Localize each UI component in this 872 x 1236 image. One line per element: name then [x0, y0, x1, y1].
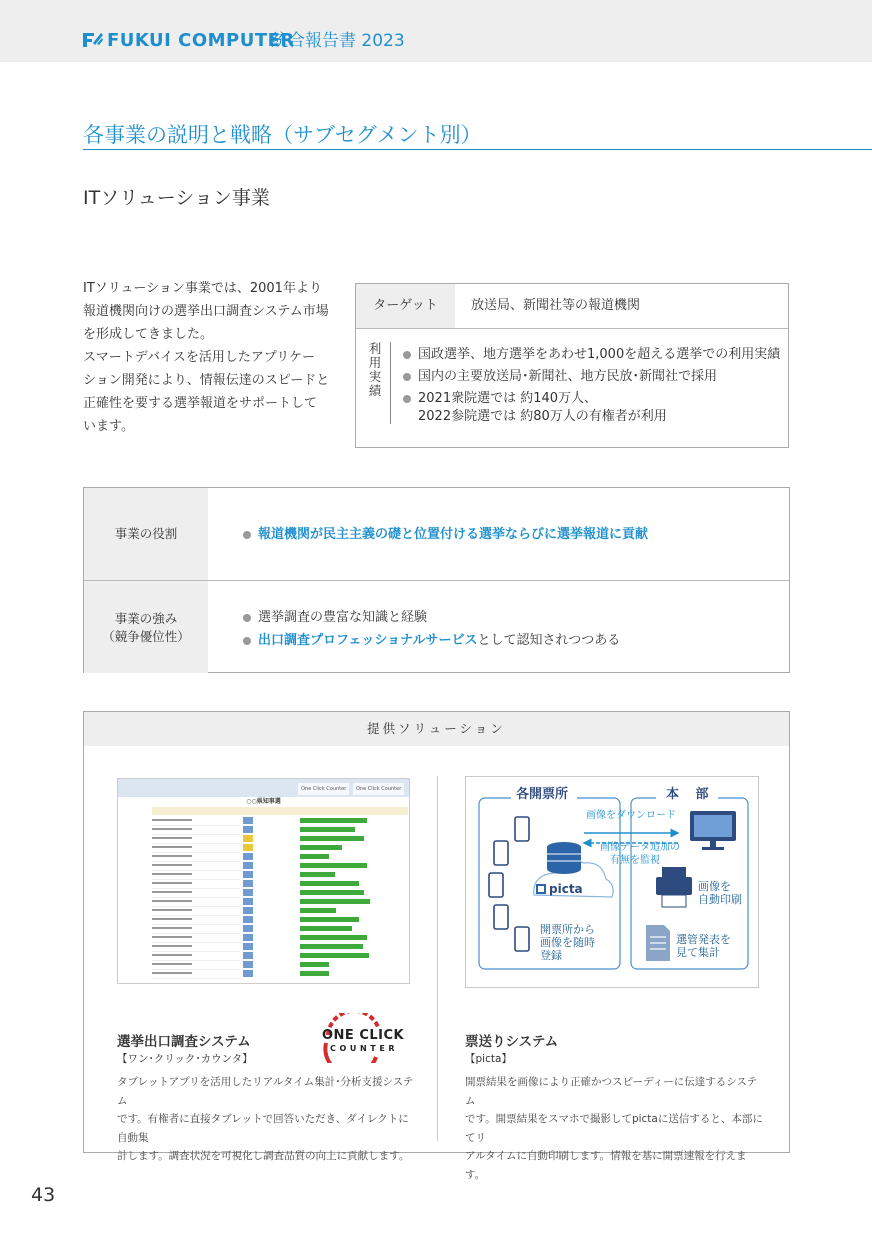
picta-title: 票送りシステム: [465, 1034, 559, 1050]
solutions-divider: [437, 776, 438, 1141]
role-box: [83, 487, 790, 673]
screenshot-row: [152, 915, 408, 924]
screenshot-row: [152, 852, 408, 861]
row-status-cell: [243, 880, 253, 887]
row-bar: [300, 836, 364, 841]
browser-tab: One Click Counter: [353, 783, 404, 795]
row-status-cell: [243, 844, 253, 851]
occ-title: 選挙出口調査システム: [117, 1034, 251, 1050]
occ-description: タブレットアプリを活用したリアルタイム集計･分析支援システム です。有権者に直接タブレットで回答いただき、ダイレクトに自動集 計します。調査状況を可視化し調査品質の向上に貢献します。: [117, 1076, 414, 1162]
download-label: 画像をダウンロード: [586, 810, 676, 821]
screenshot-row: [152, 861, 408, 870]
target-value: 放送局、新聞社等の報道機関: [471, 298, 641, 313]
row-bar: [300, 926, 352, 931]
results-item-continuation: 2022参院選では 約80万人の有権者が利用: [418, 409, 667, 424]
intro-line: ITソリューション事業では、2001年より: [83, 281, 322, 296]
screenshot-row: [152, 924, 408, 933]
brand-name: FUKUI COMPUTER: [107, 30, 295, 51]
row-bar: [300, 872, 335, 877]
row-bar: [300, 827, 355, 832]
row-bar: [300, 881, 359, 886]
role-item: 報道機関が民主主義の礎と位置付ける選挙ならびに選挙報道に貢献: [240, 525, 648, 545]
target-label: ターゲット: [356, 284, 455, 328]
row-bar: [300, 944, 363, 949]
occ-subtitle: 【ワン･クリック･カウンタ】: [117, 1053, 253, 1065]
bullet-icon: [403, 351, 411, 359]
results-label: 利用実績: [368, 341, 382, 398]
row-status-cell: [243, 871, 253, 878]
section-rule: [83, 149, 872, 150]
browser-bar: [118, 779, 409, 797]
row-status-cell: [243, 835, 253, 842]
strength-label: 事業の強み （競争優位性）: [84, 581, 208, 673]
picta-diagram: [465, 776, 759, 988]
row-bar: [300, 863, 367, 868]
screenshot-row: [152, 843, 408, 852]
row-status-cell: [243, 889, 253, 896]
printer-note: 画像を 自動印刷: [698, 880, 742, 906]
row-status-cell: [243, 943, 253, 950]
one-click-counter-logo: ONE CLICK COUNTER: [320, 1013, 408, 1063]
occ-screenshot: [117, 778, 410, 984]
row-bar: [300, 908, 336, 913]
screenshot-row: [152, 816, 408, 825]
row-status-cell: [243, 952, 253, 959]
row-bar: [300, 845, 342, 850]
row-status-cell: [243, 970, 253, 977]
screenshot-title: ○○県知事選: [246, 798, 281, 805]
intro-line: います。: [83, 419, 134, 434]
bullet-icon: [243, 637, 251, 645]
screenshot-row: [152, 942, 408, 951]
row-status-cell: [243, 853, 253, 860]
strength-item: 選挙調査の豊富な知識と経験: [240, 608, 427, 628]
screenshot-row: [152, 834, 408, 843]
results-item: 国内の主要放送局･新聞社、地方民放･新聞社で採用: [400, 367, 780, 387]
role-label: 事業の役割: [84, 488, 208, 580]
row-status-cell: [243, 826, 253, 833]
table-header: [152, 807, 408, 815]
results-item: 国政選挙、地方選挙をあわせ1,000を超える選挙での利用実績: [400, 345, 780, 365]
row-name-cell: [152, 969, 240, 979]
row-status-cell: [243, 898, 253, 905]
screenshot-row: [152, 906, 408, 915]
row-bar: [300, 818, 367, 823]
picta-mark-icon: [536, 884, 546, 894]
screenshot-row: [152, 897, 408, 906]
station-note: 開票所から 画像を随時 登録: [540, 923, 595, 962]
target-row: [356, 284, 788, 329]
row-bar: [300, 971, 329, 976]
strength-item: 出口調査プロフェッショナルサービスとして認知されつつある: [240, 631, 620, 651]
diagram-left-title: 各開票所: [516, 787, 569, 802]
screenshot-row: [152, 879, 408, 888]
row-status-cell: [243, 934, 253, 941]
intro-line: 正確性を要する選挙報道をサポートして: [83, 396, 318, 411]
screenshot-row: [152, 969, 408, 978]
row-status-cell: [243, 907, 253, 914]
company-logo-icon: [83, 31, 103, 49]
document-note: 選管発表を 見て集計: [676, 933, 731, 959]
screenshot-row: [152, 888, 408, 897]
browser-tab: One Click Counter: [298, 783, 349, 795]
row-bar: [300, 890, 364, 895]
section-title: 各事業の説明と戦略（サブセグメント別）: [83, 123, 482, 147]
row-status-cell: [243, 961, 253, 968]
row-bar: [300, 899, 370, 904]
row-bar: [300, 935, 367, 940]
picta-description: 開票結果を画像により正確かつスピーディーに伝達するシステム です。開票結果をスマホで撮影してpictaに送信すると、本部にてリ アルタイムに自動印刷します。情報を基に開票速報を行えます。: [465, 1076, 763, 1181]
intro-line: スマートデバイスを活用したアプリケー: [83, 350, 316, 365]
screenshot-row: [152, 825, 408, 834]
row-status-cell: [243, 862, 253, 869]
results-list: [400, 345, 780, 429]
screenshot-row: [152, 870, 408, 879]
bullet-icon: [243, 614, 251, 622]
bullet-icon: [243, 531, 251, 539]
subsection-title: ITソリューション事業: [83, 187, 270, 209]
intro-line: ション開発により、情報伝達のスピードと: [83, 373, 330, 388]
report-title: 統合報告書 2023: [271, 31, 405, 51]
intro-line: を形成してきました。: [83, 327, 214, 342]
target-box: [355, 283, 789, 448]
monitor-label: 画像データ追加の 有無を監視: [600, 842, 680, 866]
screenshot-row: [152, 951, 408, 960]
screenshot-row: [152, 960, 408, 969]
row-bar: [300, 917, 359, 922]
diagram-right-title: 本 部: [666, 787, 715, 802]
bullet-icon: [403, 373, 411, 381]
page-number: 43: [31, 1184, 56, 1206]
screenshot-row: [152, 933, 408, 942]
solutions-heading: 提供ソリューション: [84, 712, 789, 746]
row-status-cell: [243, 817, 253, 824]
results-divider: [390, 342, 391, 424]
row-status-cell: [243, 916, 253, 923]
intro-line: 報道機関向けの選挙出口調査システム市場: [83, 304, 329, 319]
row-bar: [300, 854, 329, 859]
intro-paragraph: [83, 277, 338, 438]
picta-logo: picta: [536, 881, 590, 897]
row-bar: [300, 953, 369, 958]
results-item: 2021衆院選では 約140万人、: [400, 389, 780, 409]
solutions-box: [83, 711, 790, 1181]
row-bar: [300, 962, 329, 967]
picta-subtitle: 【picta】: [465, 1053, 512, 1065]
row-status-cell: [243, 925, 253, 932]
bullet-icon: [403, 395, 411, 403]
